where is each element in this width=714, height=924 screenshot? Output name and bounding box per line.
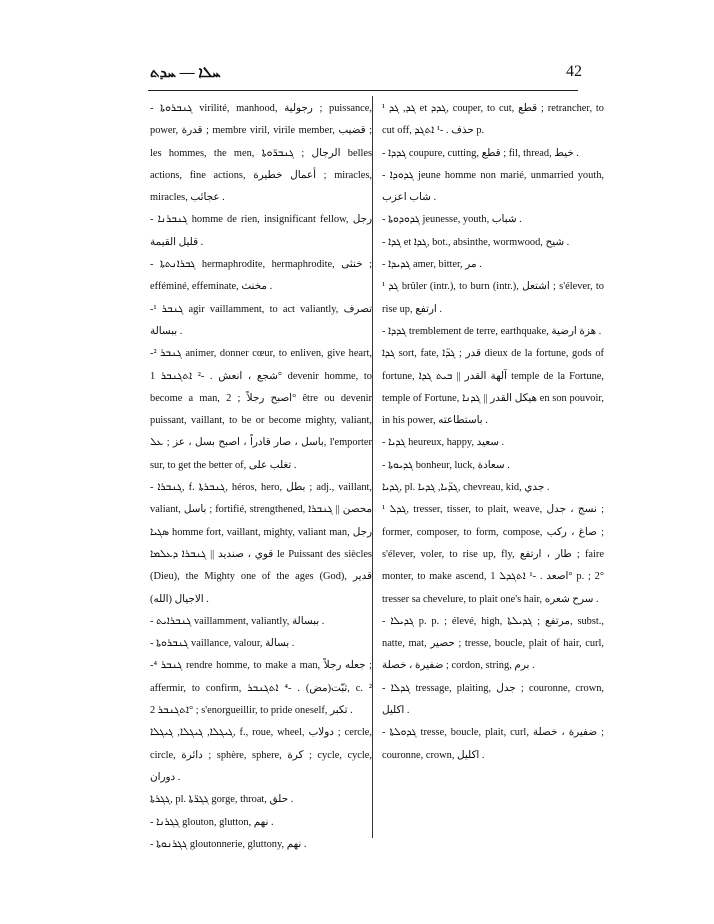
dictionary-entry: - ܓܕܝܘܬܐ bonheur, luck, سعادة . — [382, 459, 510, 471]
dictionary-entry: - ܓܕܘܠܬܐ tresse, boucle, plait, curl, ضفيرة ، خصلة ; couronne, crown, اكليل . — [382, 727, 604, 761]
dictionary-entry: -⁴ ܓܢܒܪ rendre homme, to make a man, جعله رجلاً ; affermir, to confirm, ثبّت(مض) . -⁴ ܐܬܓܢܒܪ, c. ² ܐܬܓܢܒܪ 2° ; s'enorgueillir, to pride oneself, تكبر . — [150, 660, 372, 717]
dictionary-entry: - ܓܕܐ et ܓܕܐ, bot., absinthe, wormwood, شيح . — [382, 236, 570, 248]
dictionary-entry: - ܓܕܝܐ heureux, happy, سعيد . — [382, 437, 505, 449]
dictionary-entry: - ܓܕܝܕܐ amer, bitter, مر . — [382, 259, 482, 271]
left-column — [150, 98, 372, 856]
dictionary-entry: - ܓܕܘܕܐ jeune homme non marié, unmarried youth, شاب اعزب . — [382, 169, 604, 204]
page-number: 42 — [566, 63, 582, 80]
column-divider — [372, 96, 373, 838]
dictionary-entry: - ܓܓܪܢܐ glouton, glutton, نهم . — [150, 816, 274, 828]
dictionary-entry: ¹ ܓܕ brûler (intr.), to burn (intr.), اشتعل ; s'élever, to rise up, ارتفع . — [382, 281, 605, 315]
dictionary-entry: ܓܕܝܐ, pl. ܓܕ̈ܝܐ, ܓܕܝܐ, chevreau, kid, جدي . — [382, 482, 550, 494]
dictionary-entry: ¹ ܓܕܠ, tresser, tisser, to plait, weave, نسج ، جدل ; former, composer, to form, compose, صاغ ، ركب ; s'élever, voler, to rise up, fly, طار ، ارتفع ; faire monter, to make ascend, اصعد . -¹ ܐܬܓܕܠ 1° p. ; 2° tresser sa chevelure, to plait one's hair, سرح شعره . — [382, 504, 604, 605]
dictionary-entry: - ܓܕܕܐ tremblement de terre, earthquake, هزة ارضية . — [382, 325, 602, 337]
dictionary-entry: -¹ ܓܢܒܪ agir vaillamment, to act valiantly, تصرف ببسالة . — [150, 303, 372, 337]
dictionary-entry: - ܓܕܘܕܘܬܐ jeunesse, youth, شباب . — [382, 214, 522, 226]
dictionary-entry: - ܓܓܪܢܘܬܐ gloutonnerie, gluttony, نهم . — [150, 838, 307, 850]
dictionary-entry: ¹ ܓܕ, ܓܕ et ܓܕܕ, couper, to cut, قطع ; retrancher, to cut off, حذف . -¹ ܐܬܓܕ p. — [382, 103, 604, 137]
dictionary-entry: - ܓܕܕܐ coupure, cutting, قطع ; fil, thread, خيط . — [382, 147, 579, 159]
dictionary-entry: - ܓܕܝܠܐ p. p. ; élevé, high, مرتفع ; ܓܕܝܠܬܐ, subst., natte, mat, حصير ; tresse, boucle, plait of hair, curl, ضفيرة ، خصلة ; cordon, string, برم . — [382, 615, 604, 672]
dictionary-entry: - ܓܢܒܪܐ, f. ܓܢܒܪܬܐ, héros, hero, بطل ; adj., vaillant, valiant, باسل ; fortifié, strengthened, محصن || ܓܢܒܪܐ ܣܓܝܐ homme fort, vaillant, mighty, valiant man, رجل قوي ، صنديد || ܓܢܒܪܐ ܕܥܠܡܐ le Puissant des siècles (Dieu), the Mighty one of the ages (God), قدير الاجيال (الله) . — [150, 482, 372, 605]
dictionary-entry: - ܓܢܒܪܘܬܐ vaillance, valour, بسالة . — [150, 638, 295, 650]
dictionary-entry: - ܓܢܒܪܐܝܬ vaillamment, valiantly, ببسالة . — [150, 615, 325, 627]
dictionary-entry: ܓܕܐ sort, fate, قدر ; ܓܕ̈ܐ dieux de la fortune, gods of fortune, آلهة القدر || ܒܝܬ ܓܕܐ temple de la Fortune, temple of Fortune, هيكل القدر || ܓܕܢܐ en son pouvoir, in his power, باستطاعته . — [382, 348, 604, 427]
dictionary-entry: - ܓܕܠܐ tressage, plaiting, جدل ; couronne, crown, اكليل . — [382, 682, 604, 717]
dictionary-entry: - ܓܒܪܐܢܬܬܐ hermaphrodite, hermaphrodite, خنثى ; efféminé, effeminate, مخنث . — [150, 259, 372, 293]
header-rule — [148, 90, 578, 91]
dictionary-entry: ܓܝܓܠܐ, ܓܝܓܠܐ, ܓܝܓܠܐ, f., roue, wheel, دولاب ; cercle, circle, دائرة ; sphère, sphere, كرة ; cycle, cycle, دوران . — [150, 727, 372, 783]
dictionary-entry: - ܓܢܒܪܢܐ homme de rien, insignificant fellow, رجل قليل القيمة . — [150, 214, 372, 248]
right-column — [382, 98, 604, 767]
dictionary-entry: -² ܓܢܒܪ animer, donner cœur, to enliven, give heart, شجع ، انعش . -² ܐܬܓܢܒܪ 1° devenir homme, to become a man, اصبح رجلاً ; 2° être ou devenir puissant, vaillant, to be or become mighty, valiant, باسل ، صار قادراً ، اصبح بسل ، عز ; ܥܠ, l'emporter sur, to get the better of, تغلب على . — [150, 348, 373, 471]
dictionary-entry: - ܓܢܒܪܘܬܐ virilité, manhood, رجولية ; puissance, power, قدرة ; membre viril, virile member, قضيب ; les hommes, the men, الرجال ; ܓܢܒܪ̈ܘܬܐ belles actions, fine actions, أعمال خطيرة ; miracles, miracles, عجائب . — [150, 103, 373, 204]
dictionary-entry: ܓܓܪܬܐ, pl. ܓܓܪ̈ܬܐ gorge, throat, حلق . — [150, 794, 294, 806]
running-head: ܚܠܐ — ܚܕܬ — [150, 65, 221, 81]
